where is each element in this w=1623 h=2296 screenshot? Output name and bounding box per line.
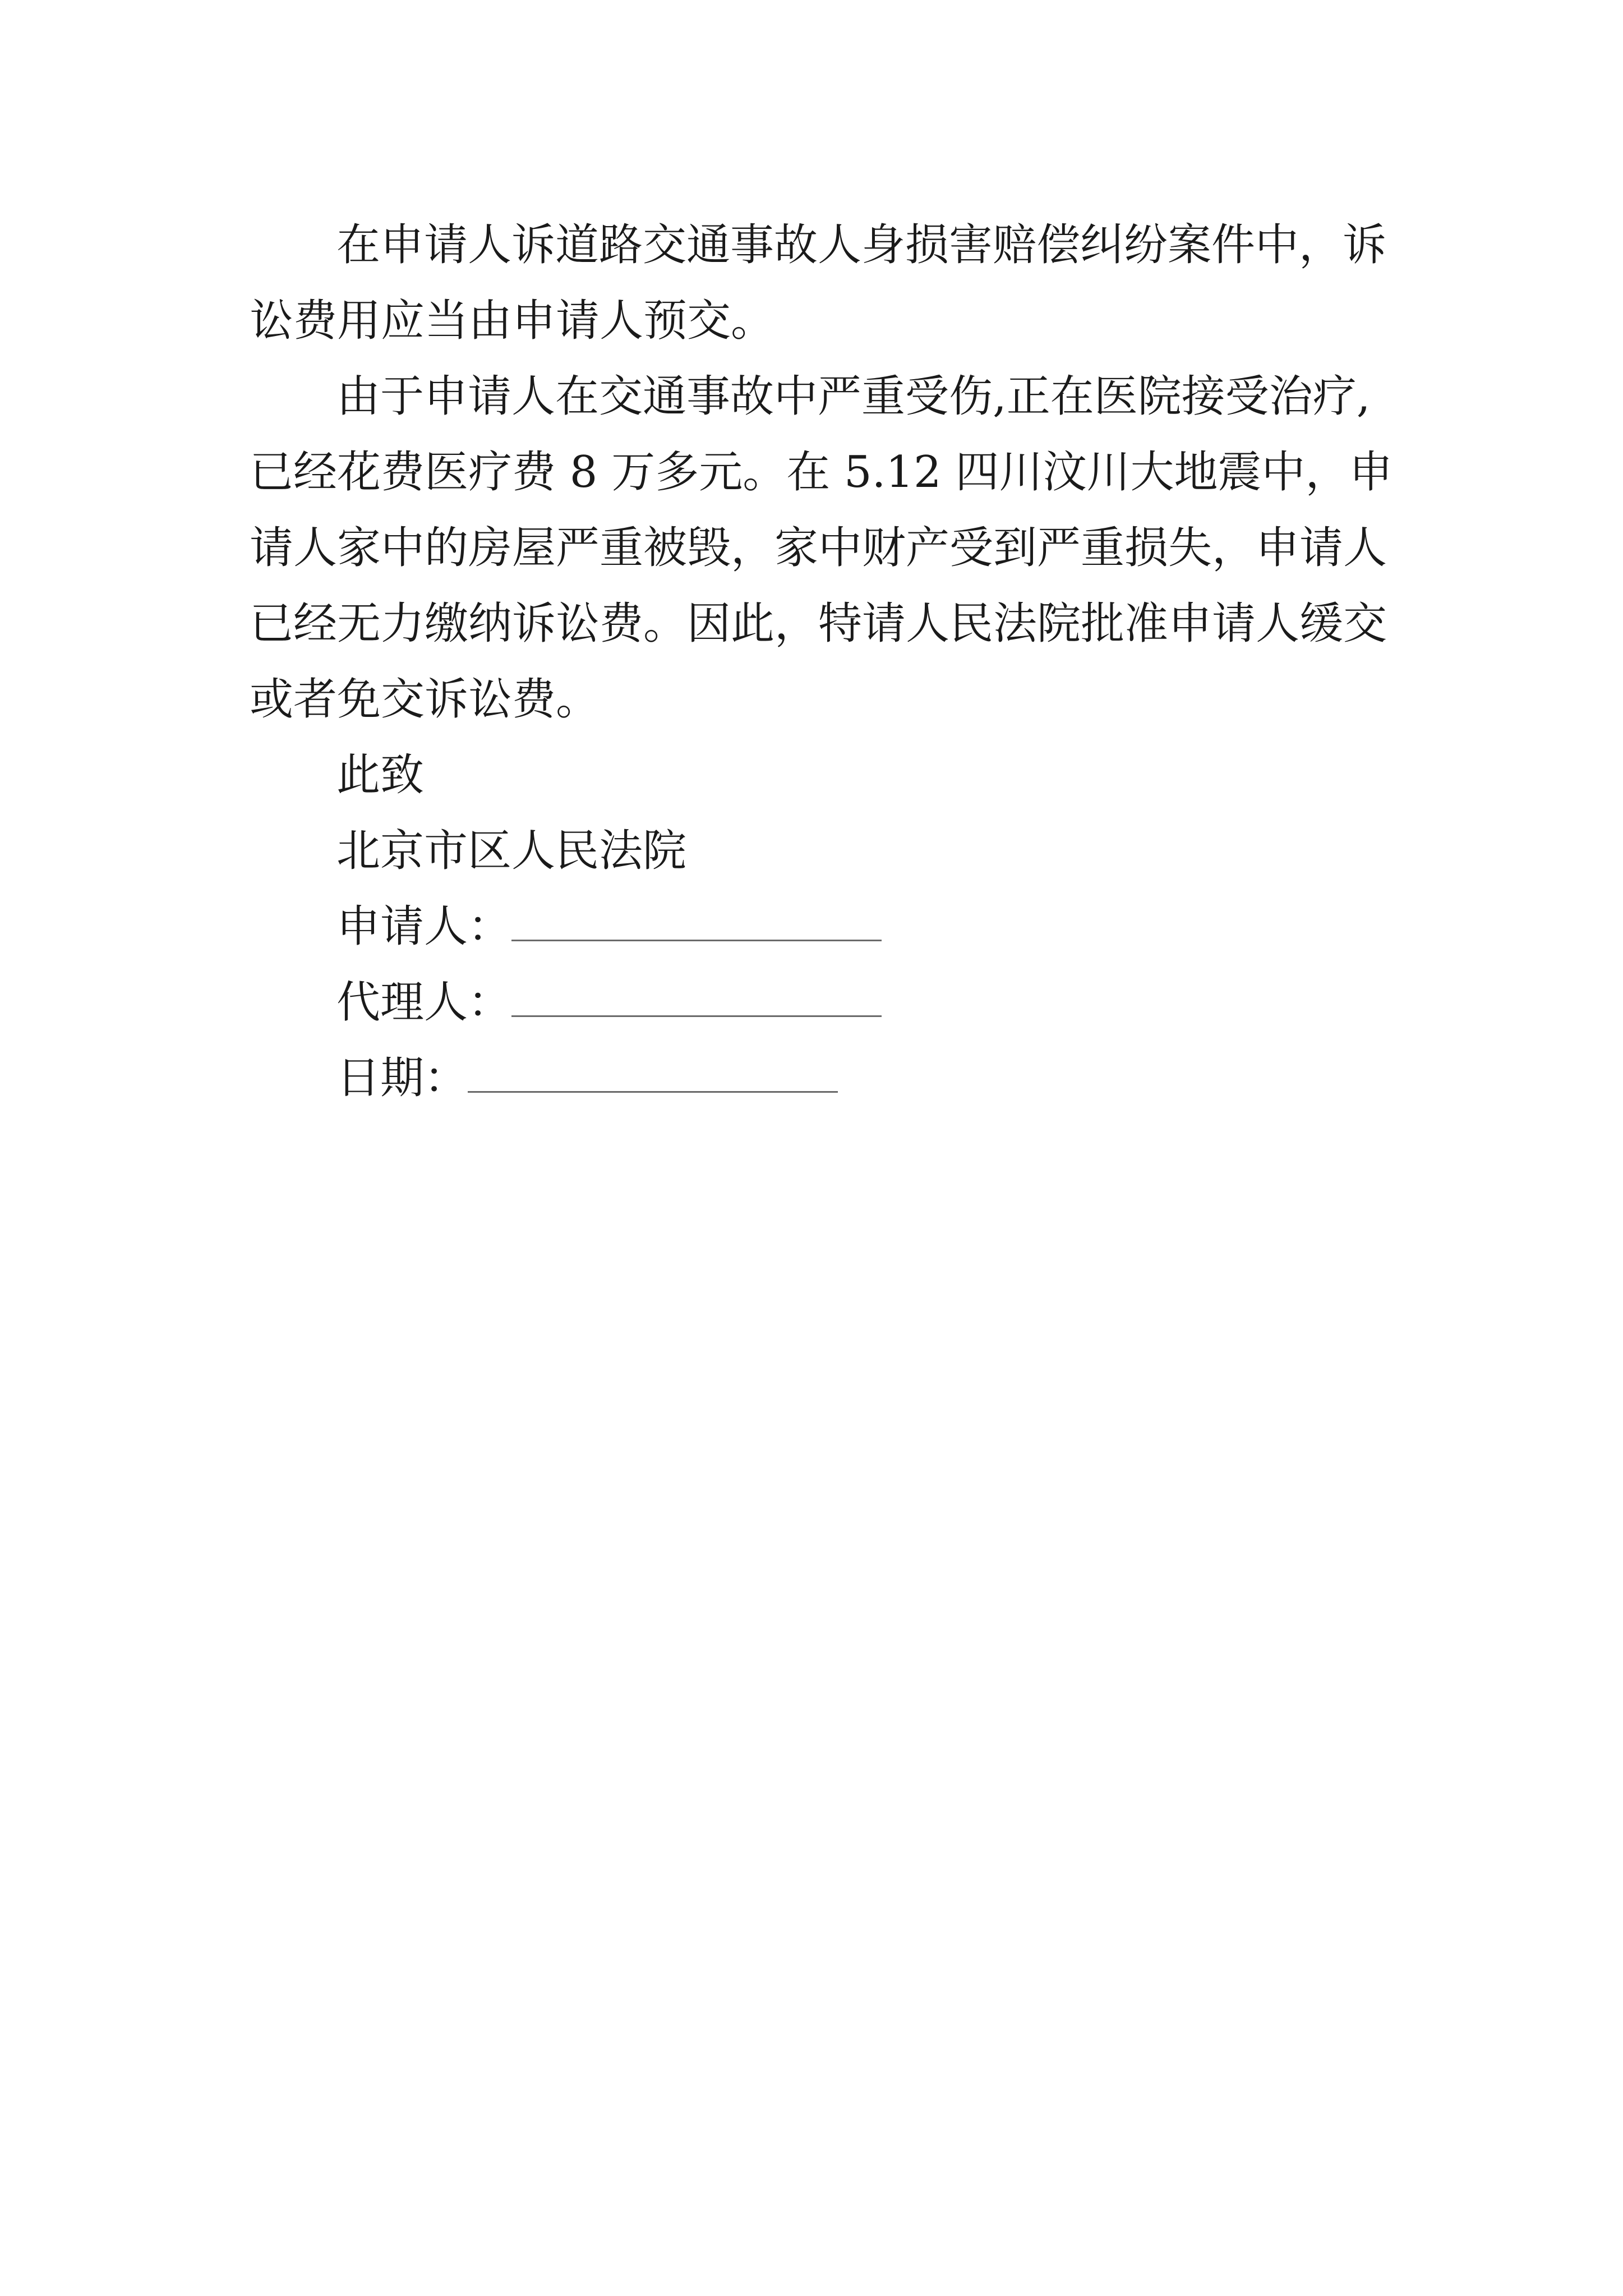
applicant-row	[336, 901, 882, 952]
salutation: 此致	[336, 750, 425, 800]
date-label: 日期：	[336, 1053, 468, 1103]
agent-blank	[511, 981, 882, 1017]
paragraph-2-line-5: 或者免交诉讼费。	[250, 674, 600, 725]
applicant-label: 申请人：	[336, 901, 512, 952]
paragraph-1-line-2: 讼费用应当由申请人预交。	[250, 296, 775, 346]
agent-row	[336, 977, 882, 1028]
paragraph-2-line-3: 请人家中的房屋严重被毁，家中财产受到严重损失，申请人	[250, 523, 1387, 573]
paragraph-2-line-2: 已经花费医疗费 8 万多元。在 5.12 四川汶川大地震中，申	[250, 447, 1393, 498]
paragraph-2-line-1: 由于申请人在交通事故中严重受伤,正在医院接受治疗,	[336, 371, 1371, 422]
date-blank	[468, 1056, 838, 1093]
date-row	[336, 1053, 838, 1103]
paragraph-2-line-4: 已经无力缴纳诉讼费。因此，特请人民法院批准申请人缓交	[250, 599, 1387, 649]
applicant-blank	[511, 905, 882, 941]
paragraph-1-line-1: 在申请人诉道路交通事故人身损害赔偿纠纷案件中，诉	[336, 220, 1387, 270]
recipient-court: 北京市区人民法院	[336, 826, 687, 876]
agent-label: 代理人：	[336, 977, 512, 1028]
